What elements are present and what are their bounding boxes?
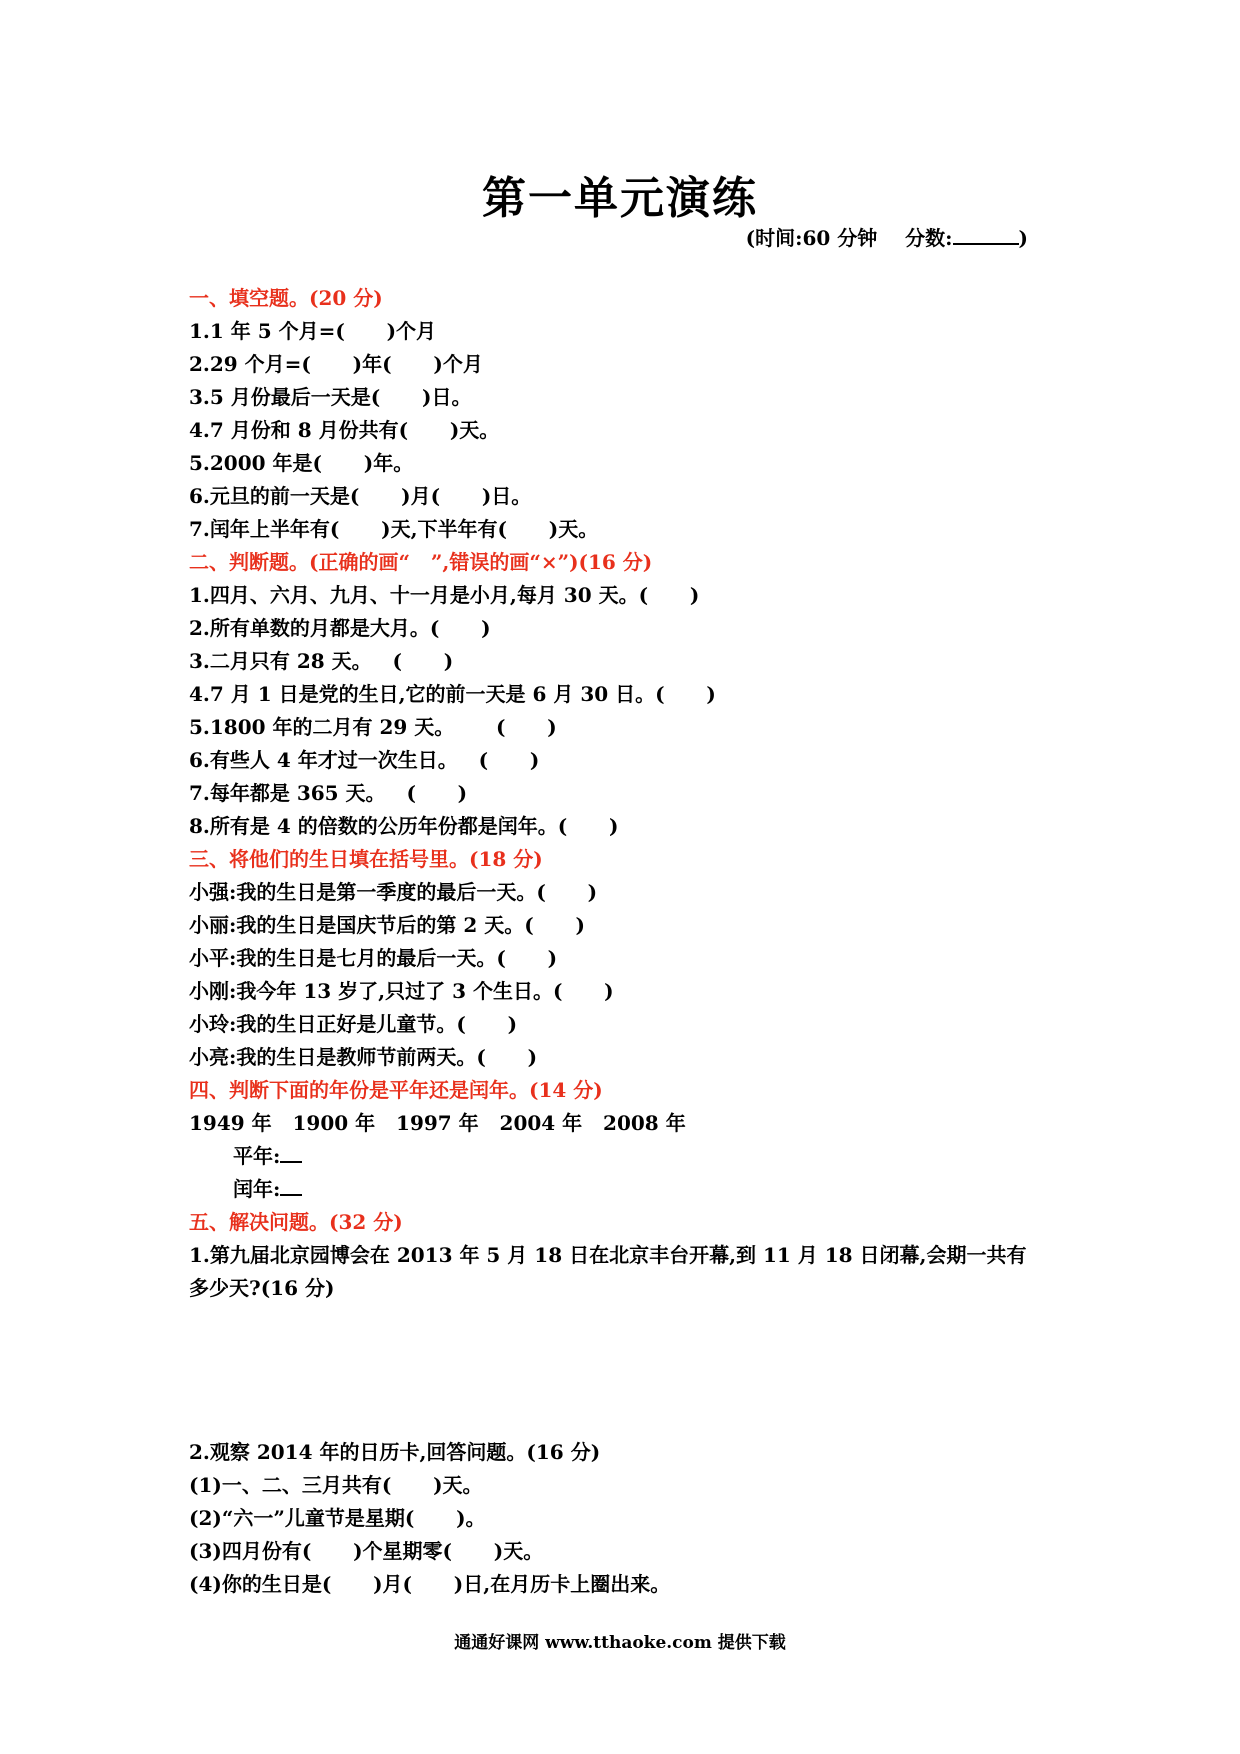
- section2-item: 1.四月、六月、九月、十一月是小月,每月 30 天。( ): [189, 583, 700, 607]
- section1-item: 4.7 月份和 8 月份共有( )天。: [189, 418, 500, 442]
- section3-item: 小玲:我的生日正好是儿童节。( ): [189, 1012, 518, 1036]
- leap-year-blank: [280, 1174, 302, 1196]
- common-year-blank: [280, 1141, 302, 1163]
- section3-item: 小平:我的生日是七月的最后一天。( ): [189, 946, 558, 970]
- leap-year-label: 闰年:: [233, 1177, 281, 1201]
- section2-item: 4.7 月 1 日是党的生日,它的前一天是 6 月 30 日。( ): [189, 682, 716, 706]
- common-year-row: [189, 1140, 1069, 1173]
- section5-q2-intro: 2.观察 2014 年的日历卡,回答问题。(16 分): [189, 1440, 601, 1464]
- section1-item: 3.5 月份最后一天是( )日。: [189, 385, 472, 409]
- section4-years: 1949 年 1900 年 1997 年 2004 年 2008 年: [189, 1111, 686, 1135]
- section3-item: 小亮:我的生日是教师节前两天。( ): [189, 1045, 538, 1069]
- section5-q2-item: (2)“六一”儿童节是星期( )。: [189, 1506, 486, 1530]
- section3-item: 小刚:我今年 13 岁了,只过了 3 个生日。( ): [189, 979, 614, 1003]
- score-label: 分数:: [905, 226, 953, 250]
- section1-item: 6.元旦的前一天是( )月( )日。: [189, 484, 532, 508]
- meta-close: ): [1018, 226, 1028, 250]
- section4-heading: 四、判断下面的年份是平年还是闰年。(14 分): [189, 1078, 603, 1102]
- page-title: 第一单元演练: [482, 173, 758, 224]
- worksheet-content: [189, 282, 1069, 1601]
- section5-q2-item: (3)四月份有( )个星期零( )天。: [189, 1539, 544, 1563]
- section5-heading: 五、解决问题。(32 分): [189, 1210, 403, 1234]
- leap-year-row: [189, 1173, 1069, 1206]
- section3-heading: 三、将他们的生日填在括号里。(18 分): [189, 847, 543, 871]
- section1-item: 7.闰年上半年有( )天,下半年有( )天。: [189, 517, 599, 541]
- time-score-line: [746, 222, 1028, 251]
- section2-item: 3.二月只有 28 天。 ( ): [189, 649, 454, 673]
- section5-q1-line1: 1.第九届北京园博会在 2013 年 5 月 18 日在北京丰台开幕,到 11 月 18 日闭幕,会期一共有: [189, 1243, 1027, 1267]
- section1-item: 5.2000 年是( )年。: [189, 451, 414, 475]
- section5-q2-item: (4)你的生日是( )月( )日,在月历卡上圈出来。: [189, 1572, 671, 1596]
- section2-heading: 二、判断题。(正确的画“ ”,错误的画“×”)(16 分): [189, 550, 653, 574]
- footer-credit: 通通好课网 www.tthaoke.com 提供下载: [454, 1633, 786, 1653]
- common-year-label: 平年:: [233, 1144, 281, 1168]
- score-blank: [953, 225, 1019, 245]
- answer-space: [189, 1305, 1069, 1436]
- section5-q2-item: (1)一、二、三月共有( )天。: [189, 1473, 483, 1497]
- section2-item: 8.所有是 4 的倍数的公历年份都是闰年。( ): [189, 814, 619, 838]
- section1-heading: 一、填空题。(20 分): [189, 286, 383, 310]
- time-label: (时间:60 分钟: [745, 226, 878, 250]
- section3-item: 小强:我的生日是第一季度的最后一天。( ): [189, 880, 598, 904]
- section5-q1-line2: 多少天?(16 分): [189, 1276, 335, 1300]
- section2-item: 7.每年都是 365 天。 ( ): [189, 781, 468, 805]
- section2-item: 6.有些人 4 年才过一次生日。 ( ): [189, 748, 540, 772]
- section2-item: 2.所有单数的月都是大月。( ): [189, 616, 491, 640]
- section3-item: 小丽:我的生日是国庆节后的第 2 天。( ): [189, 913, 585, 937]
- section1-item: 2.29 个月=( )年( )个月: [189, 352, 483, 376]
- section2-item: 5.1800 年的二月有 29 天。 ( ): [189, 715, 557, 739]
- section1-item: 1.1 年 5 个月=( )个月: [189, 319, 437, 343]
